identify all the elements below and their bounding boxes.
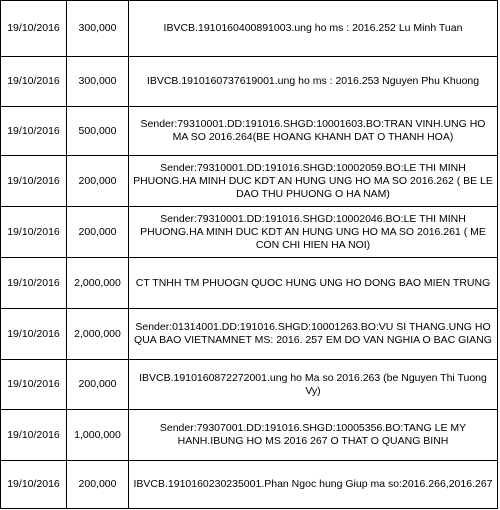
table-row xyxy=(1,309,498,360)
table-row xyxy=(1,57,498,107)
table-row xyxy=(1,258,498,309)
description-cell: Sender:79310001.DD:191016.SHGD:10002046.BO:LE THI MINH PHUONG.HA MINH DUC KDT AN HUNG UNG HO MA SO 2016.261 ( ME CON CHI HIEN HA NOI) xyxy=(129,207,498,258)
amount-cell: 200,000 xyxy=(67,156,129,207)
description-cell: IBVCB.1910160737619001.ung ho ms : 2016.253 Nguyen Phu Khuong xyxy=(129,57,498,107)
description-cell: IBVCB.1910160400891003.ung ho ms : 2016.252 Lu Minh Tuan xyxy=(129,1,498,57)
table-row xyxy=(1,1,498,57)
date-cell: 19/10/2016 xyxy=(1,410,67,461)
date-cell: 19/10/2016 xyxy=(1,461,67,509)
description-cell: Sender:79307001.DD:191016.SHGD:10005356.BO:TANG LE MY HANH.IBUNG HO MS 2016 267 O THAT O QUANG BINH xyxy=(129,410,498,461)
table-row xyxy=(1,360,498,410)
date-cell: 19/10/2016 xyxy=(1,57,67,107)
amount-cell: 500,000 xyxy=(67,107,129,156)
description-cell: Sender:79310001.DD:191016.SHGD:10002059.BO:LE THI MINH PHUONG.HA MINH DUC KDT AN HUNG UNG HO MA SO 2016.262 ( BE LE DAO THU PHUONG O HA NAM) xyxy=(129,156,498,207)
amount-cell: 300,000 xyxy=(67,1,129,57)
date-cell: 19/10/2016 xyxy=(1,258,67,309)
date-cell: 19/10/2016 xyxy=(1,107,67,156)
description-cell: IBVCB.1910160872272001.ung ho Ma so 2016.263 (be Nguyen Thi Tuong Vy) xyxy=(129,360,498,410)
table-row xyxy=(1,207,498,258)
description-cell: Sender:01314001.DD:191016.SHGD:10001263.BO:VU SI THANG.UNG HO QUA BAO VIETNAMNET MS: 2016. 257 EM DO VAN NGHIA O BAC GIANG xyxy=(129,309,498,360)
amount-cell: 2,000,000 xyxy=(67,258,129,309)
date-cell: 19/10/2016 xyxy=(1,156,67,207)
amount-cell: 200,000 xyxy=(67,360,129,410)
date-cell: 19/10/2016 xyxy=(1,1,67,57)
amount-cell: 1,000,000 xyxy=(67,410,129,461)
table-row xyxy=(1,156,498,207)
table-row xyxy=(1,461,498,509)
amount-cell: 2,000,000 xyxy=(67,309,129,360)
table-row xyxy=(1,107,498,156)
description-cell: Sender:79310001.DD:191016.SHGD:10001603.BO:TRAN VINH.UNG HO MA SO 2016.264(BE HOANG KHANH DAT O THANH HOA) xyxy=(129,107,498,156)
date-cell: 19/10/2016 xyxy=(1,309,67,360)
description-cell: IBVCB.1910160230235001.Phan Ngoc hung Giup ma so:2016.266,2016.267 xyxy=(129,461,498,509)
amount-cell: 300,000 xyxy=(67,57,129,107)
amount-cell: 200,000 xyxy=(67,207,129,258)
amount-cell: 200,000 xyxy=(67,461,129,509)
date-cell: 19/10/2016 xyxy=(1,360,67,410)
date-cell: 19/10/2016 xyxy=(1,207,67,258)
description-cell: CT TNHH TM PHUOGN QUOC HUNG UNG HO DONG BAO MIEN TRUNG xyxy=(129,258,498,309)
table-row xyxy=(1,410,498,461)
